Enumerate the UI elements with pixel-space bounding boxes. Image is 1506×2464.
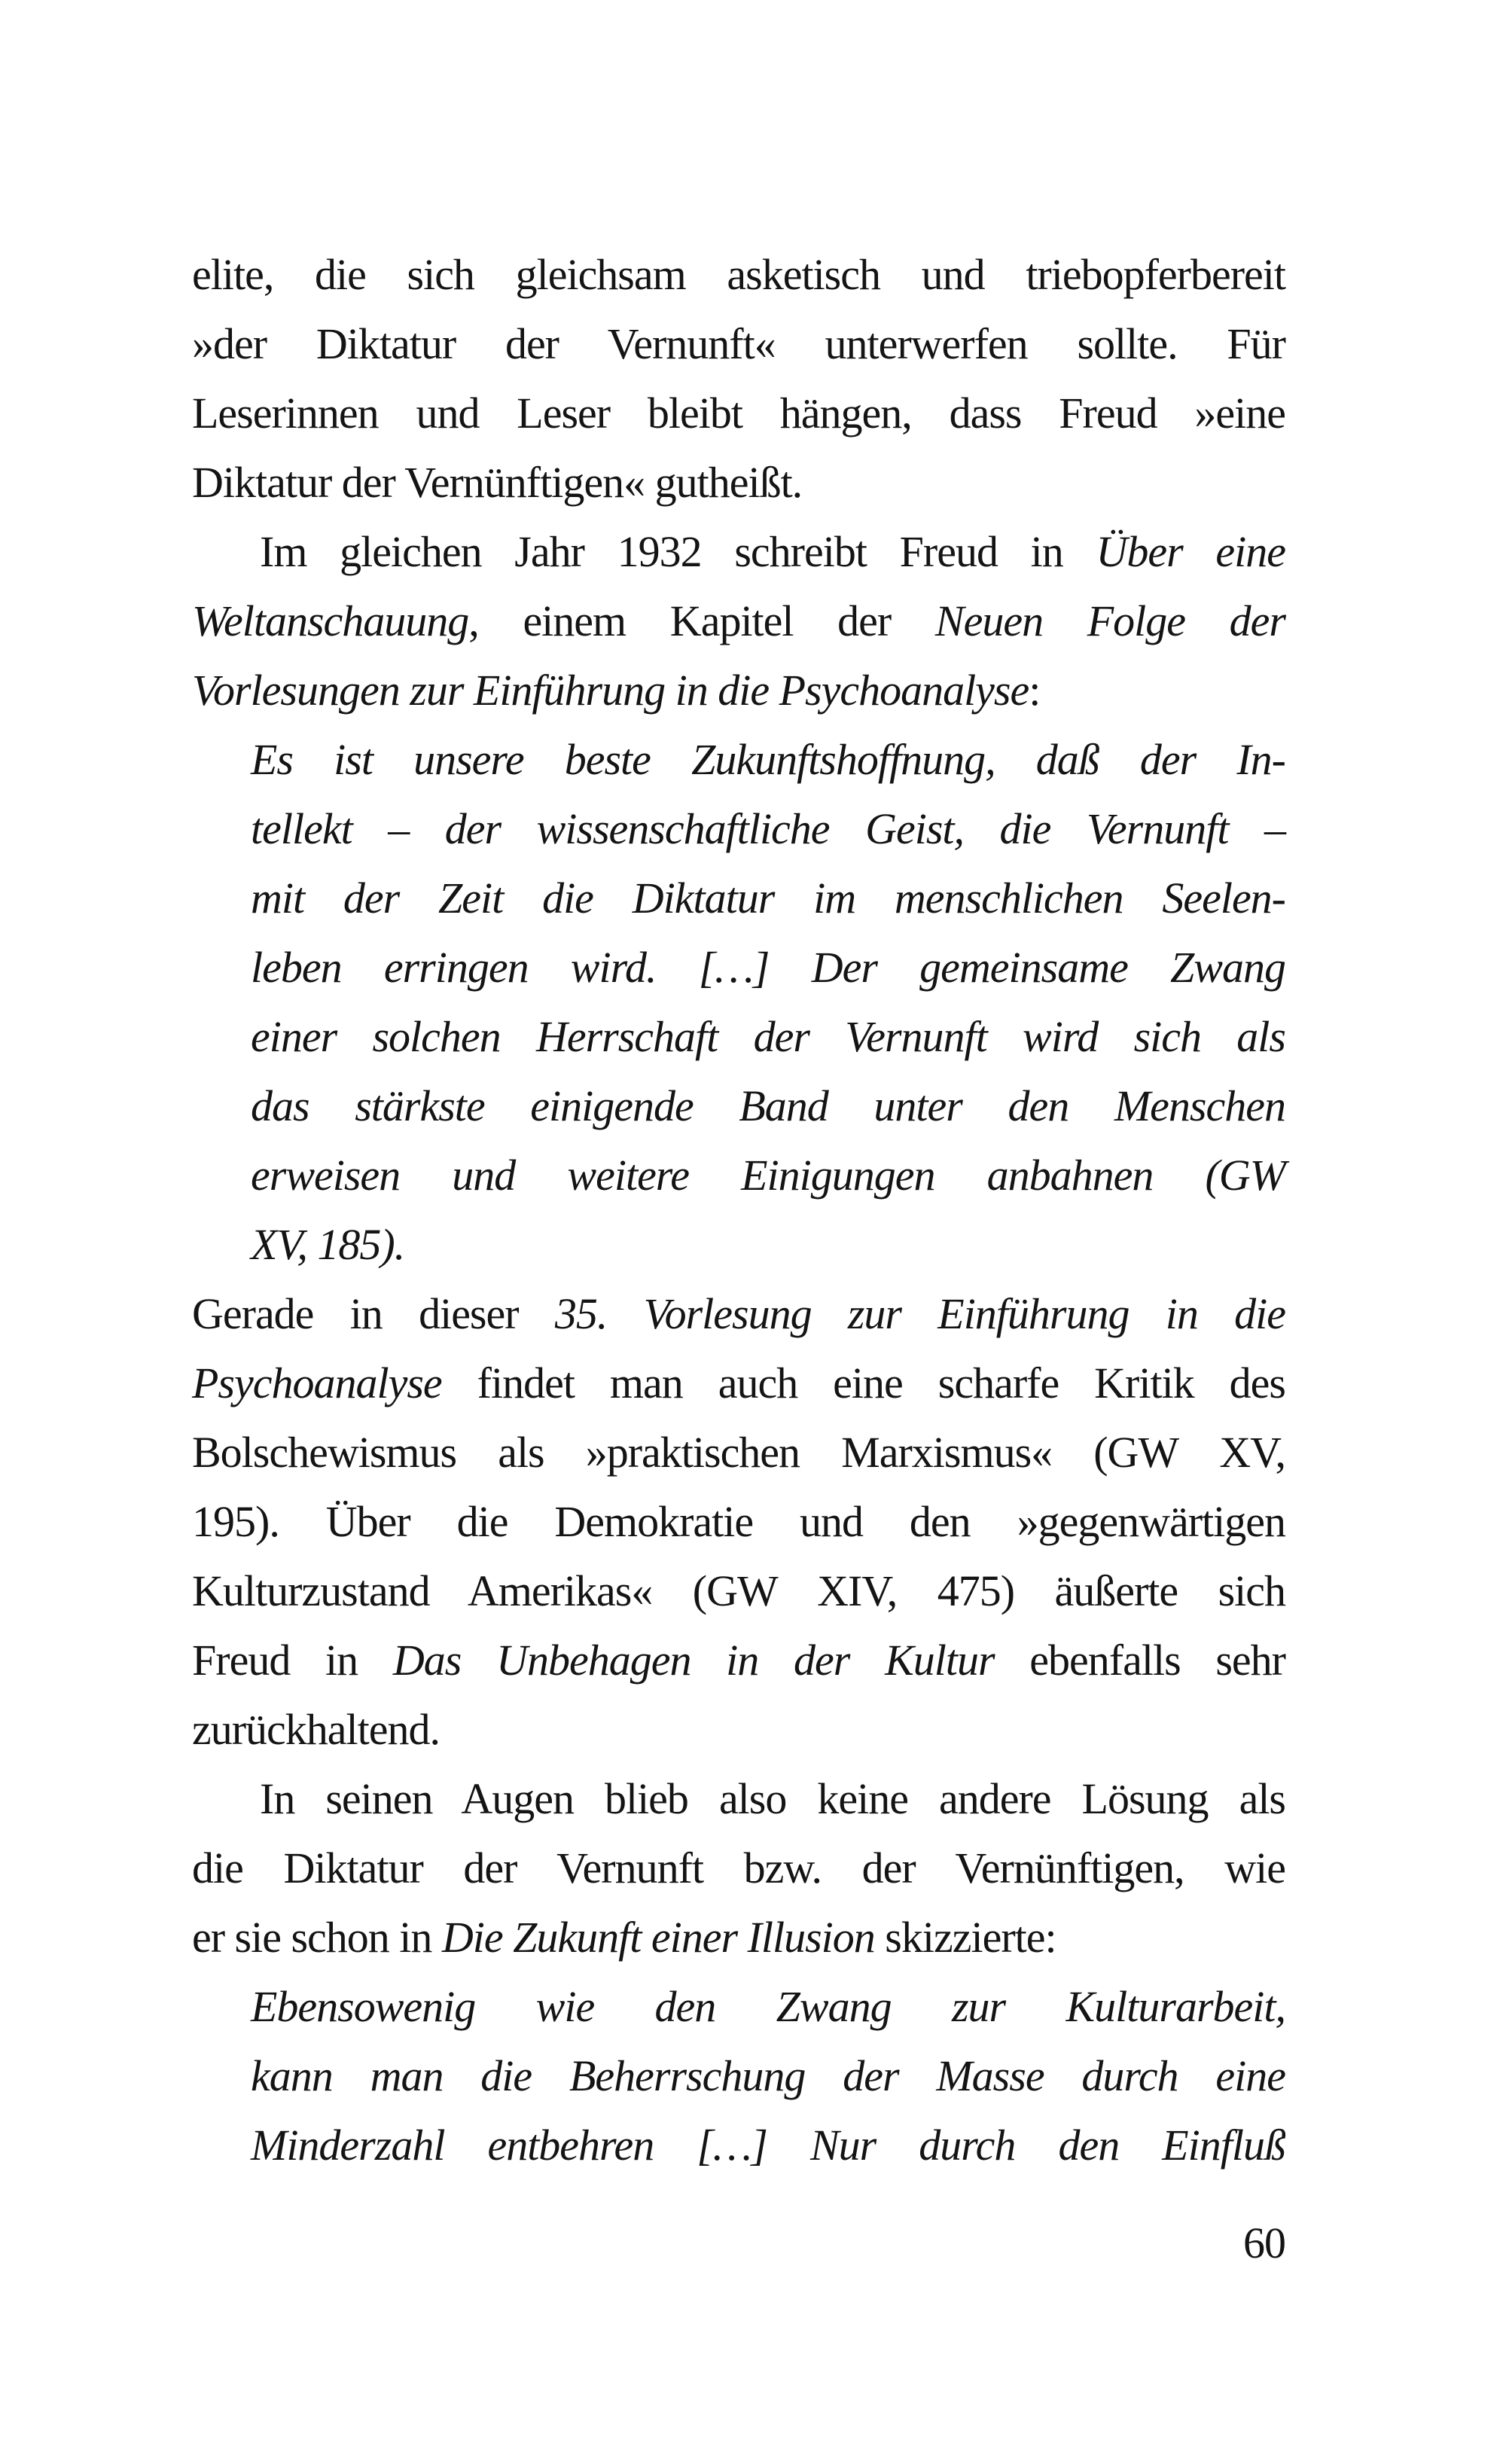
text-line — [251, 933, 1285, 1002]
text-segment: die Diktatur der Vernunft bzw. der Vernünftigen, wie — [192, 1843, 1285, 1892]
italic-text-segment: leben erringen wird. […] Der gemeinsame Zwang — [251, 943, 1285, 992]
italic-text-segment: Es ist unsere beste Zukunftshoffnung, daß der In- — [251, 735, 1285, 784]
text-segment: : — [1029, 666, 1041, 715]
text-line — [251, 2111, 1285, 2180]
italic-text-segment: einer solchen Herrschaft der Vernunft wird sich als — [251, 1012, 1285, 1061]
text-line — [192, 379, 1285, 448]
text-line — [251, 1210, 1285, 1279]
italic-text-segment: Das Unbehagen in der Kultur — [392, 1636, 995, 1685]
text-segment: skizzierte: — [874, 1913, 1056, 1962]
italic-text-segment: das stärkste einigende Band unter den Menschen — [251, 1081, 1285, 1130]
text-segment: elite, die sich gleichsam asketisch und triebopferbereit — [192, 250, 1285, 299]
text-line — [192, 448, 1285, 517]
text-segment: Im gleichen Jahr 1932 schreibt Freud in — [260, 527, 1096, 576]
text-line — [251, 1002, 1285, 1072]
text-segment: In seinen Augen blieb also keine andere Lösung als — [260, 1774, 1285, 1823]
text-segment: Gerade in dieser — [192, 1289, 555, 1338]
text-line — [251, 794, 1285, 864]
italic-text-segment: Über eine — [1096, 527, 1285, 576]
text-segment: Diktatur der Vernünftigen« gutheißt. — [192, 458, 803, 507]
text-segment: Bolschewismus als »praktischen Marxismus« (GW XV, — [192, 1428, 1285, 1477]
italic-text-segment: Minderzahl entbehren […] Nur durch den Einfluß — [251, 2121, 1285, 2170]
text-segment: 195). Über die Demokratie und den »gegenwärtigen — [192, 1497, 1285, 1546]
text-segment: Leserinnen und Leser bleibt hängen, dass Freud »eine — [192, 389, 1285, 438]
text-line — [192, 240, 1285, 310]
italic-text-segment: kann man die Beherrschung der Masse durch eine — [251, 2051, 1285, 2100]
text-segment: Freud in — [192, 1636, 393, 1685]
italic-text-segment: erweisen und weitere Einigungen anbahnen — [251, 1151, 1206, 1200]
italic-text-segment: tellekt – der wissenschaftliche Geist, die Vernunft – — [251, 804, 1285, 853]
text-line — [192, 1418, 1285, 1487]
text-line — [192, 1487, 1285, 1557]
text-line — [192, 587, 1285, 656]
text-line — [251, 1141, 1285, 1210]
page-number: 60 — [1243, 2219, 1285, 2267]
text-line — [251, 1072, 1285, 1141]
italic-text-segment: Neuen Folge der — [934, 596, 1285, 645]
italic-text-segment: Psychoanalyse — [192, 1359, 442, 1407]
italic-text-segment: 35. Vorlesung zur Einführung in die — [554, 1289, 1285, 1338]
text-line — [251, 864, 1285, 933]
italic-text-segment: mit der Zeit die Diktatur im menschlichen Seelen- — [251, 874, 1285, 922]
italic-text-segment: Vorlesungen zur Einführung in die Psychoanalyse — [192, 666, 1029, 715]
text-line — [192, 1903, 1285, 1972]
text-segment: ebenfalls sehr — [994, 1636, 1285, 1685]
text-line — [192, 1349, 1285, 1418]
text-segment: zurückhaltend. — [192, 1705, 441, 1754]
text-line — [192, 1557, 1285, 1626]
text-segment: findet man auch eine scharfe Kritik des — [441, 1359, 1285, 1407]
italic-text-segment: Weltanschauung — [192, 596, 469, 645]
text-line — [251, 725, 1285, 794]
text-segment: »der Diktatur der Vernunft« unterwerfen sollte. Für — [192, 319, 1285, 368]
text-line — [192, 1626, 1285, 1695]
italic-text-segment: Die Zukunft einer Illusion — [441, 1913, 875, 1962]
text-line — [192, 1279, 1285, 1349]
text-segment: er sie schon in — [192, 1913, 442, 1962]
italic-text-segment: Ebensowenig wie den Zwang zur Kulturarbeit, — [251, 1982, 1285, 2031]
text-line — [192, 310, 1285, 379]
text-line — [251, 1972, 1285, 2042]
text-line — [192, 1695, 1285, 1764]
text-line — [251, 2042, 1285, 2111]
text-segment: , einem Kapitel der — [468, 596, 935, 645]
text-segment: Kulturzustand Amerikas« (GW XIV, 475) äußerte sich — [192, 1566, 1285, 1615]
text-line — [192, 656, 1285, 725]
italic-text-segment: (GW — [1205, 1151, 1285, 1200]
text-line — [192, 1834, 1285, 1903]
italic-text-segment: XV, 185). — [251, 1220, 405, 1269]
text-line — [192, 517, 1285, 587]
text-block — [192, 240, 1285, 2278]
text-line — [192, 1764, 1285, 1834]
